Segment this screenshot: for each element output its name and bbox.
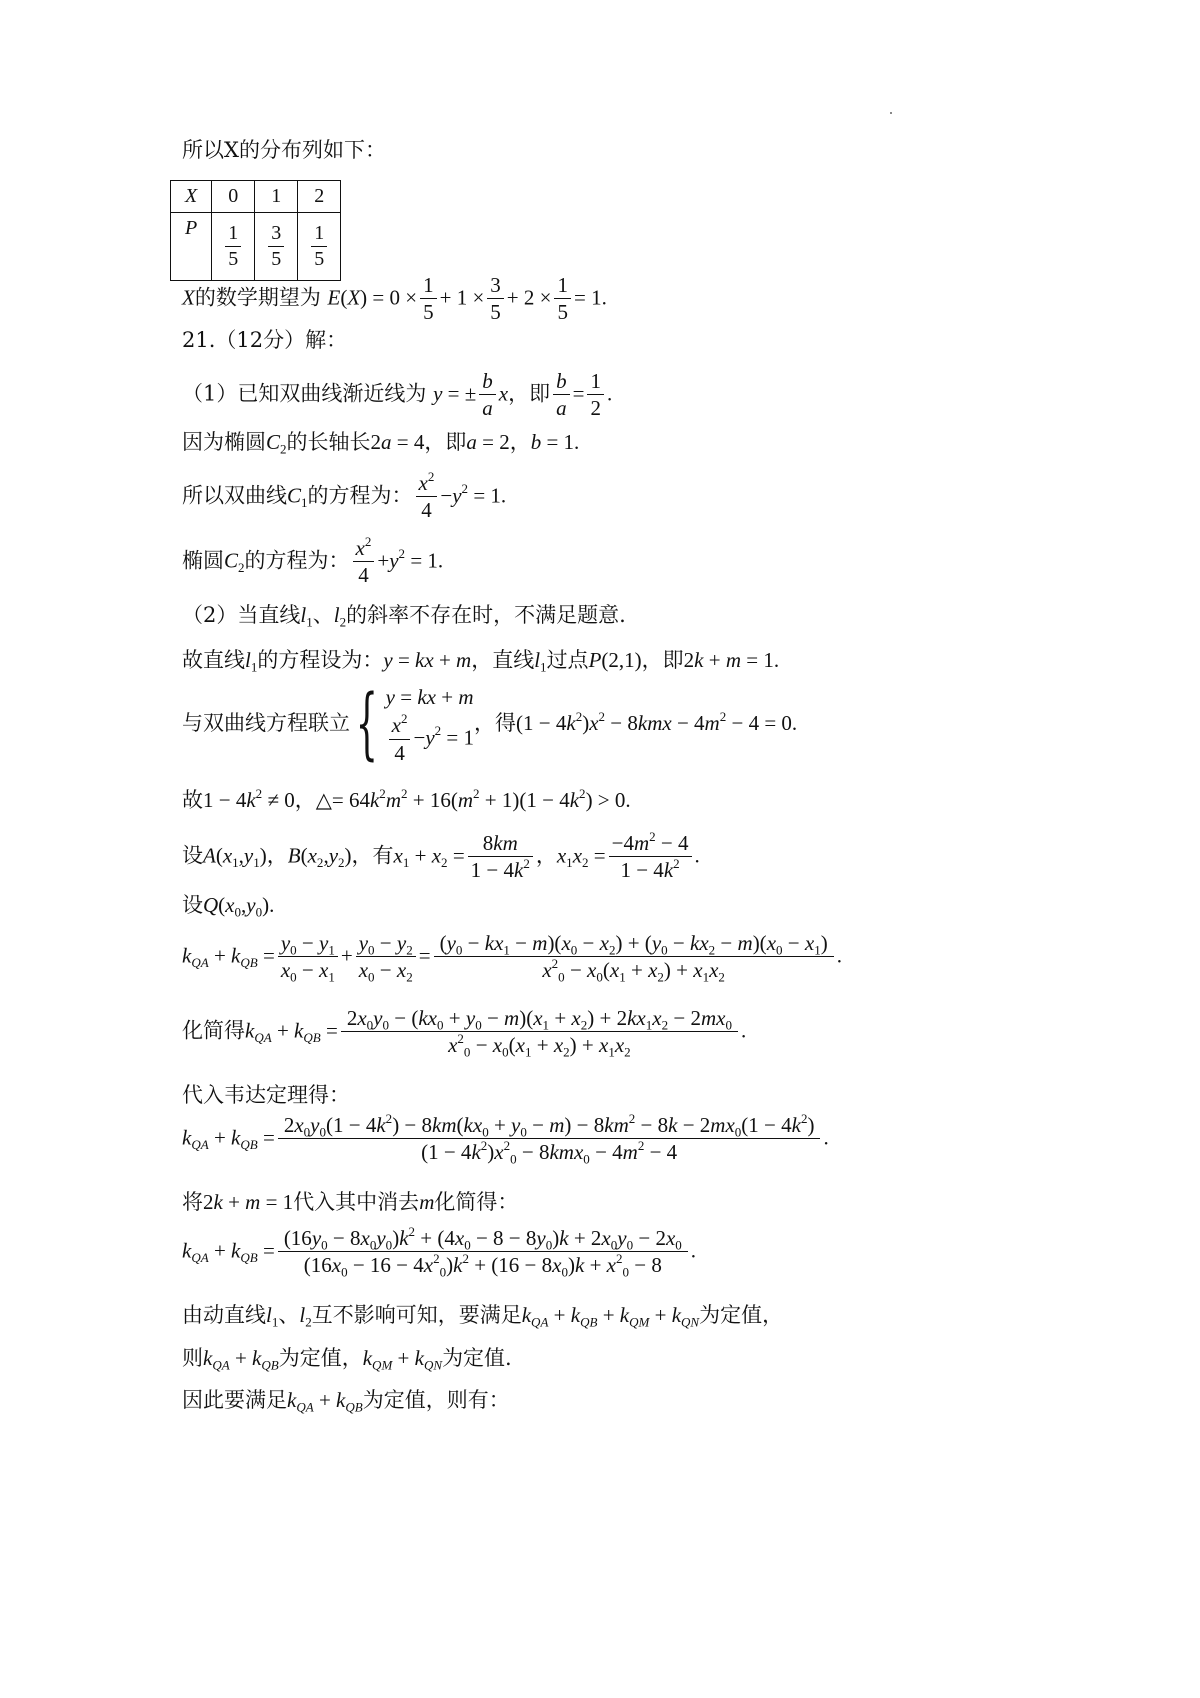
system-text: 与双曲线方程联立 [182,710,350,735]
subst-text: 将 [182,1190,203,1214]
table-cell: 1 [255,181,298,213]
part2-text: （2）当直线 [182,603,301,627]
hyper-eq-text: 所以双曲线 [182,483,287,508]
dist-intro-text: 所以X的分布列如下： [182,138,386,162]
vieta-line [182,1085,350,1106]
table-cell: 2 [298,181,341,213]
table-cell [298,213,341,281]
table-header-x: X [171,181,212,213]
question-21-heading [182,330,347,351]
expectation-line: X的数学期望为 E(X) = 0 × $\frac{1}{5}$ + 1 × $\frac{3}{5}$ + 2 × $\frac{1}{5}$ = 1. [182,273,607,325]
prob-fraction: $\frac{1}{5}$ [311,221,327,272]
ellipse-axis-line: 因为椭圆$C_2$的长轴长2a = 4，即a = 2，b = 1. [182,430,580,457]
table-row-x [171,181,341,213]
part2-rest: 的斜率不存在时，不满足题意. [346,603,626,627]
table-cell: 0 [212,181,255,213]
line-equation-line: 故直线$l_1$的方程设为：y = kx + m，直线$l_1$过点P(2,1)，即2k + m = 1. [182,648,780,675]
point-q-line: 设$Q(x_0,y_0)$. [182,893,275,920]
disc-text: 故 [182,788,203,812]
vieta-setup-line: 设$A(x_1,y_1)$，$B(x_2,y_2)$，有$x_1 + x_2$ = $\frac{8km}{1 - 4k^2}$ ，$x_1x_2$ = $\frac{-4m^2 - 4}{1 - 4k^2}$ . [182,828,700,883]
prob-fraction: $\frac{1}{5}$ [225,221,241,272]
equation-system: y = kx + m $\frac{x^2}{4}$ $-y^2 = 1$ [385,685,475,765]
set-q-text: 设 [182,893,203,917]
final-line: 因此要满足$k_{QA} + k_{QB}$为定值，则有： [182,1388,510,1415]
part1-mid: ，即 [508,381,551,406]
part1-asymptote-line: （1）已知双曲线渐近线为 y = ± $\frac{b}{a}$ x，即 $\frac{b}{a}$ = $\frac{1}{2}$ . [182,369,613,421]
vieta-text: 代入韦达定理得： [182,1083,350,1107]
dist-intro [182,140,386,161]
hyper-eq-of: 的方程为： [307,483,413,508]
table-cell [212,213,255,281]
system-get: ，得 [474,710,517,735]
line-eq-text: 故直线 [182,648,245,672]
table-cell [255,213,298,281]
final-text: 因此要满足 [182,1388,287,1412]
simplify-text: 化简得 [182,1018,245,1043]
table-header-p: P [171,213,212,281]
question-21-text: 21.（12分）解： [182,328,348,352]
page-mark [890,112,892,114]
ellipse-equation-line: 椭圆$C_2$的方程为： $\frac{x^2}{4}$ $+y^2 = 1$. [182,533,444,588]
brace-glyph: { [355,679,378,770]
discriminant-line: 故$1 - 4k^2 \ne 0$，△= $64k^2m^2 + 16(m^2 + 1)(1 - 4k^2) > 0$. [182,785,631,812]
then-line: 则$k_{QA} + k_{QB}$为定值，$k_{QM} + k_{QN}$为定值. [182,1346,512,1373]
table-row-p [171,213,341,281]
ellipse-ie: ，即 [424,430,467,454]
substitute-line: 将2k + m = 1代入其中消去m化简得： [182,1190,519,1214]
expectation-text: 的数学期望为 [194,285,321,310]
eliminated-expression-line: $k_{QA} + k_{QB}$ = $\frac{(16y_0 - 8x_0y_0)k^2 + (4x_0 - 8 - 8y_0)k + 2x_0y_0 - 2x_0}{(16x_0 - 16 - 4x^2_0)k^2 + (16 - 8x_0)k + x^2_0 - 8}$ . [182,1223,697,1280]
ellipse-eq-of: 的方程为： [244,548,350,573]
ellipse-eq-text: 椭圆 [182,548,224,573]
system-line: 与双曲线方程联立{ y = kx + m $\frac{x^2}{4}$ $-y^2 = 1$ ，得$(1 - 4k^2)x^2 - 8kmx - 4m^2 - 4 = 0$. [182,679,798,770]
simplified-line: 化简得$k_{QA} + k_{QB}$ = $\frac{2x_0y_0 - (kx_0 + y_0 - m)(x_1 + x_2) + 2kx_1x_2 - 2mx_0}{x^2_0 - x_0(x_1 + x_2) + x_1x_2}$ . [182,1006,747,1060]
prob-fraction: $\frac{3}{5}$ [268,221,284,272]
indep-text: 由动直线 [182,1303,266,1327]
vieta-expression-line: $k_{QA} + k_{QB}$ = $2x_0y_0(1 - 4k^2) - 8km(kx_0 + y_0 - m) - 8km^2 - 8k - 2mx_0(1 - 4k^2)$ $(1 - 4k^2)x^2_0 - 8kmx_0 - 4m^2 - 4$ . [182,1110,829,1167]
set-text: 设 [182,843,203,868]
part2-line: （2）当直线$l_1$、$l_2$的斜率不存在时，不满足题意. [182,603,626,630]
then-text: 则 [182,1346,203,1370]
independence-line: 由动直线$l_1$、$l_2$互不影响可知，要满足$k_{QA} + k_{QB} + k_{QM} + k_{QN}$为定值， [182,1303,784,1330]
distribution-table [170,180,341,281]
ellipse-text: 因为椭圆 [182,430,266,454]
ellipse-axis-text: 的长轴长 [286,430,371,454]
slope-sum-line: $k_{QA} + k_{QB}$ = $\frac{y_0 - y_1}{x_0 - x_1}$ + $\frac{y_0 - y_2}{x_0 - x_2}$ = $\frac{(y_0 - kx_1 - m)(x_0 - x_2) + (y_0 - kx_2 - m)(x_0 - x_1)}{x^2_0 - x_0(x_1 + x_2) + x_1x_2}$ . [182,931,842,985]
part1-text: （1）已知双曲线渐近线为 [182,381,427,406]
hyperbola-equation-line: 所以双曲线$C_1$的方程为： $\frac{x^2}{4}$ $-y^2 = 1$. [182,468,507,523]
